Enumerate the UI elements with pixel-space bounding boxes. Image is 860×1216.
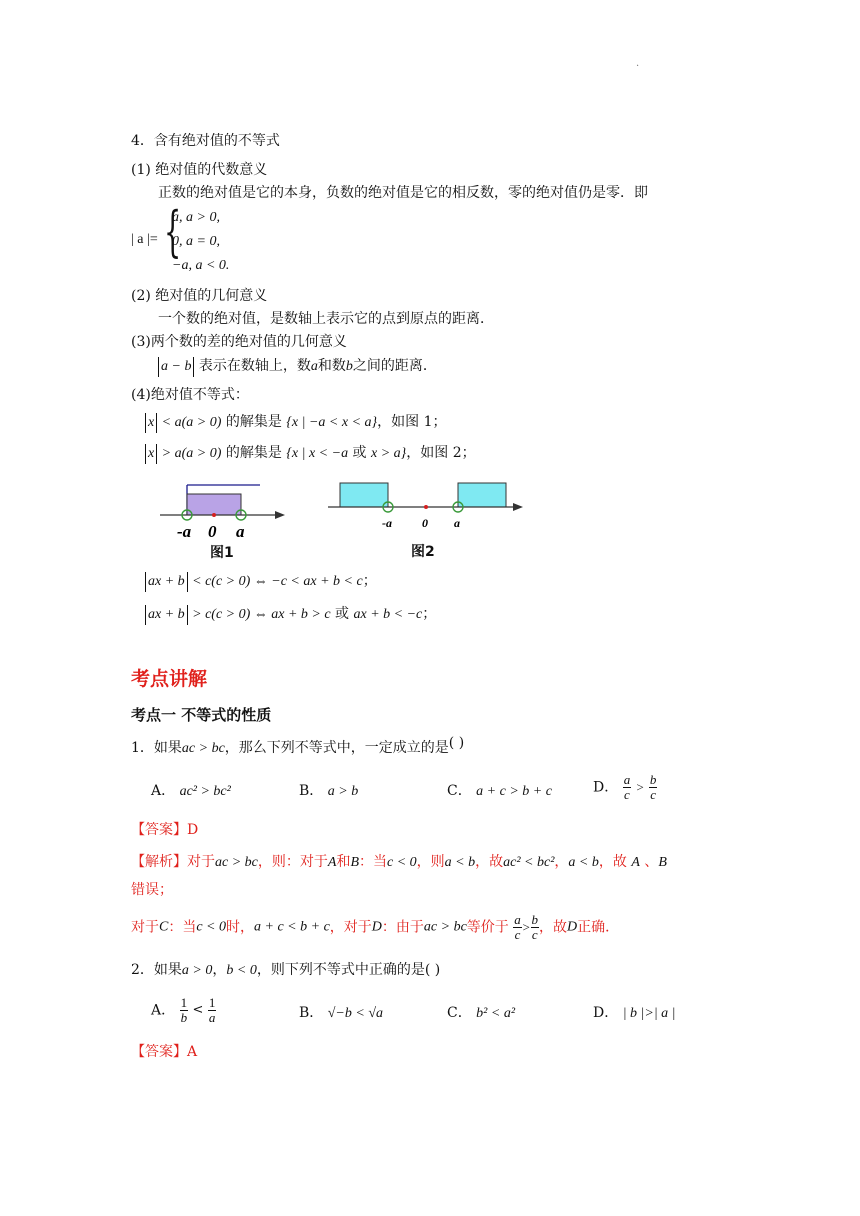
- fig2-tick-a: a: [454, 516, 460, 530]
- q2-stem: 2．如果a > 0，b < 0，则下列不等式中正确的是( ): [131, 962, 441, 978]
- ineq-4: ax + b > c(c > 0) ⇔ ax + b > c 或 ax + b < −c；: [145, 604, 436, 625]
- p4-title: (4)绝对值不等式：: [131, 387, 249, 403]
- fig1-tick-zero: 0: [208, 522, 217, 539]
- case-3: −a, a < 0.: [172, 258, 230, 273]
- left-brace: {: [164, 200, 182, 263]
- q1-analysis-line2: 错误；: [131, 882, 173, 898]
- q2-option-d: D． | b |>| a |: [593, 1005, 676, 1021]
- case-2: 0, a = 0,: [172, 234, 220, 249]
- ineq-2: x > a(a > 0) 的解集是 {x | x < −a 或 x > a}，如图 2；: [145, 443, 476, 464]
- case-1: a, a > 0,: [172, 210, 220, 225]
- p3-line: a − b 表示在数轴上，数a和数b之间的距离．: [158, 356, 437, 377]
- q2-answer: 【答案】A: [131, 1044, 198, 1060]
- fig1-arrow: [275, 511, 285, 519]
- kaodian-title: 考点讲解: [131, 668, 208, 690]
- header-mark: .: [636, 58, 640, 69]
- q2-option-b: B． √−b < √a: [299, 1005, 384, 1021]
- ineq-3: ax + b < c(c > 0) ⇔ −c < ax + b < c；: [145, 571, 377, 592]
- fig2-tick-neg-a: -a: [382, 516, 392, 530]
- q1-answer: 【答案】D: [131, 822, 199, 838]
- fig2-left-region: [340, 483, 388, 507]
- fig2-tick-zero: 0: [422, 516, 428, 530]
- abs-lhs: | a |=: [131, 232, 158, 247]
- section-title: 4．含有绝对值的不等式: [131, 133, 280, 149]
- fig2-arrow: [513, 503, 523, 511]
- fig1-label: 图1: [210, 545, 234, 561]
- q1-analysis-line1: 【解析】对于ac > bc，则：对于A和B：当c < 0，则a < b，故ac² < bc²，a < b，故 A 、B: [131, 854, 667, 870]
- q1-analysis-line3: 对于C：当c < 0时，a + c < b + c，对于D：由于ac > bc等价于 $\frac{a}{c}$ > $\frac{b}{c}$ ，故D正确．: [131, 912, 620, 942]
- q1-stem: 1．如果ac > bc，那么下列不等式中，一定成立的是( ): [131, 735, 465, 756]
- ineq-1: x < a(a > 0) 的解集是 {x | −a < x < a}，如图 1；: [145, 412, 446, 433]
- q1-option-a: A． ac² > bc²: [151, 783, 231, 799]
- fig2-label: 图2: [411, 544, 435, 560]
- figure-2: [326, 477, 526, 532]
- fig1-tick-neg-a: -a: [177, 522, 192, 539]
- fig1-interval: [187, 494, 241, 515]
- p2-text: 一个数的绝对值，是数轴上表示它的点到原点的距离．: [158, 311, 494, 327]
- p1-text: 正数的绝对值是它的本身，负数的绝对值是它的相反数，零的绝对值仍是零．即: [158, 185, 648, 201]
- fig1-tick-a: a: [236, 522, 245, 539]
- q1-option-d: D． $\frac{a}{c}$ > $\frac{b}{c}$: [593, 772, 657, 802]
- p2-title: (2) 绝对值的几何意义: [131, 288, 268, 304]
- p3-title: (3)两个数的差的绝对值的几何意义: [131, 334, 347, 350]
- q1-option-b: B． a > b: [299, 783, 359, 799]
- p3-expr: a − b: [158, 357, 194, 377]
- figure-1: [155, 477, 290, 539]
- p1-title: (1) 绝对值的代数意义: [131, 162, 268, 178]
- kaodian-sub1: 考点一 不等式的性质: [131, 706, 272, 724]
- q1-option-c: C． a + c > b + c: [447, 783, 552, 799]
- fig2-right-region: [458, 483, 506, 507]
- q2-option-c: C． b² < a²: [447, 1005, 516, 1021]
- q2-option-a: A． $\frac{1}{b}$ < $\frac{1}{a}$: [151, 995, 216, 1025]
